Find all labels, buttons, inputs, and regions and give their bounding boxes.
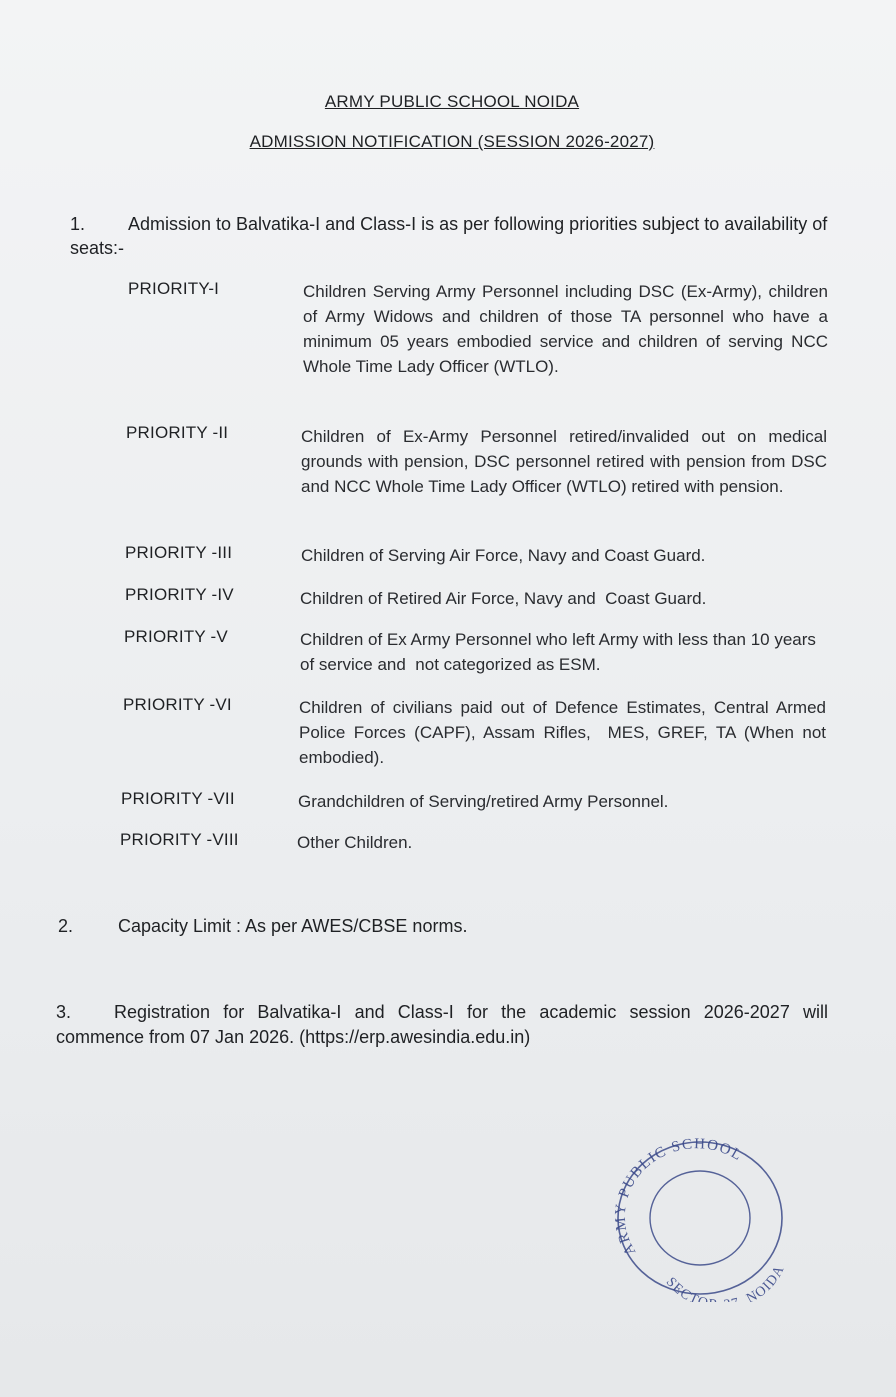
priority-4-text: Children of Retired Air Force, Navy and Coast Guard.	[300, 589, 707, 608]
svg-text:SECTOR-37, NOIDA	[663, 1263, 788, 1302]
priority-5-label: PRIORITY -V	[124, 627, 228, 646]
notification-title: ADMISSION NOTIFICATION (SESSION 2026-2027)	[249, 132, 655, 151]
priority-8-label: PRIORITY -VIII	[120, 830, 239, 849]
section-1-intro	[70, 212, 830, 260]
section-3-number: 3.	[56, 1002, 72, 1022]
priority-2-label: PRIORITY -II	[126, 423, 229, 442]
section-2-capacity	[58, 914, 858, 938]
section-3-text: Registration for Balvatika-I and Class-I for the academic session 2026-2027 will commence from 07 Jan 2026. (https://erp.awesindia.edu.in)	[56, 1002, 828, 1047]
priority-4-label: PRIORITY -IV	[125, 585, 234, 604]
section-1-number: 1.	[70, 214, 86, 234]
priority-1-label: PRIORITY-I	[128, 279, 220, 298]
priority-5-text: Children of Ex Army Personnel who left Army with less than 10 years of service and not categorized as ESM.	[300, 630, 821, 674]
section-1-intro-text: Admission to Balvatika-I and Class-I is as per following priorities subject to availability of seats:-	[70, 214, 828, 258]
priority-3-label: PRIORITY -III	[125, 543, 233, 562]
priority-7-label: PRIORITY -VII	[121, 789, 235, 808]
priority-2-text: Children of Ex-Army Personnel retired/invalided out on medical grounds with pension, DSC personnel retired with pension from DSC and NCC Whole Time Lady Officer (WTLO) retired with pension.	[301, 427, 827, 496]
section-3-registration	[56, 1000, 828, 1050]
svg-text:ARMY PUBLIC SCHOOL	[613, 1136, 746, 1258]
priority-8-text: Other Children.	[297, 833, 413, 852]
priority-1-text: Children Serving Army Personnel including DSC (Ex-Army), children of Army Widows and children of those TA personnel who have a minimum 05 years embodied service and children of serving NCC Whole Time Lady Officer (WTLO).	[303, 282, 828, 376]
priority-3-text: Children of Serving Air Force, Navy and Coast Guard.	[301, 546, 706, 565]
school-stamp	[608, 1132, 788, 1302]
school-name-heading: ARMY PUBLIC SCHOOL NOIDA	[324, 92, 580, 111]
section-2-number: 2.	[58, 916, 74, 936]
priority-6-text: Children of civilians paid out of Defence Estimates, Central Armed Police Forces (CAPF), Assam Rifles, MES, GREF, TA (When not embodied).	[299, 698, 831, 767]
stamp-top-text: ARMY PUBLIC SCHOOL	[612, 1136, 746, 1258]
section-2-text: Capacity Limit : As per AWES/CBSE norms.	[118, 916, 468, 936]
stamp-seal	[608, 1132, 788, 1302]
priority-6-label: PRIORITY -VI	[123, 695, 232, 714]
stamp-bottom-text: SECT NOIDA	[662, 1262, 788, 1302]
priority-7-text: Grandchildren of Serving/retired Army Personnel.	[298, 792, 669, 811]
